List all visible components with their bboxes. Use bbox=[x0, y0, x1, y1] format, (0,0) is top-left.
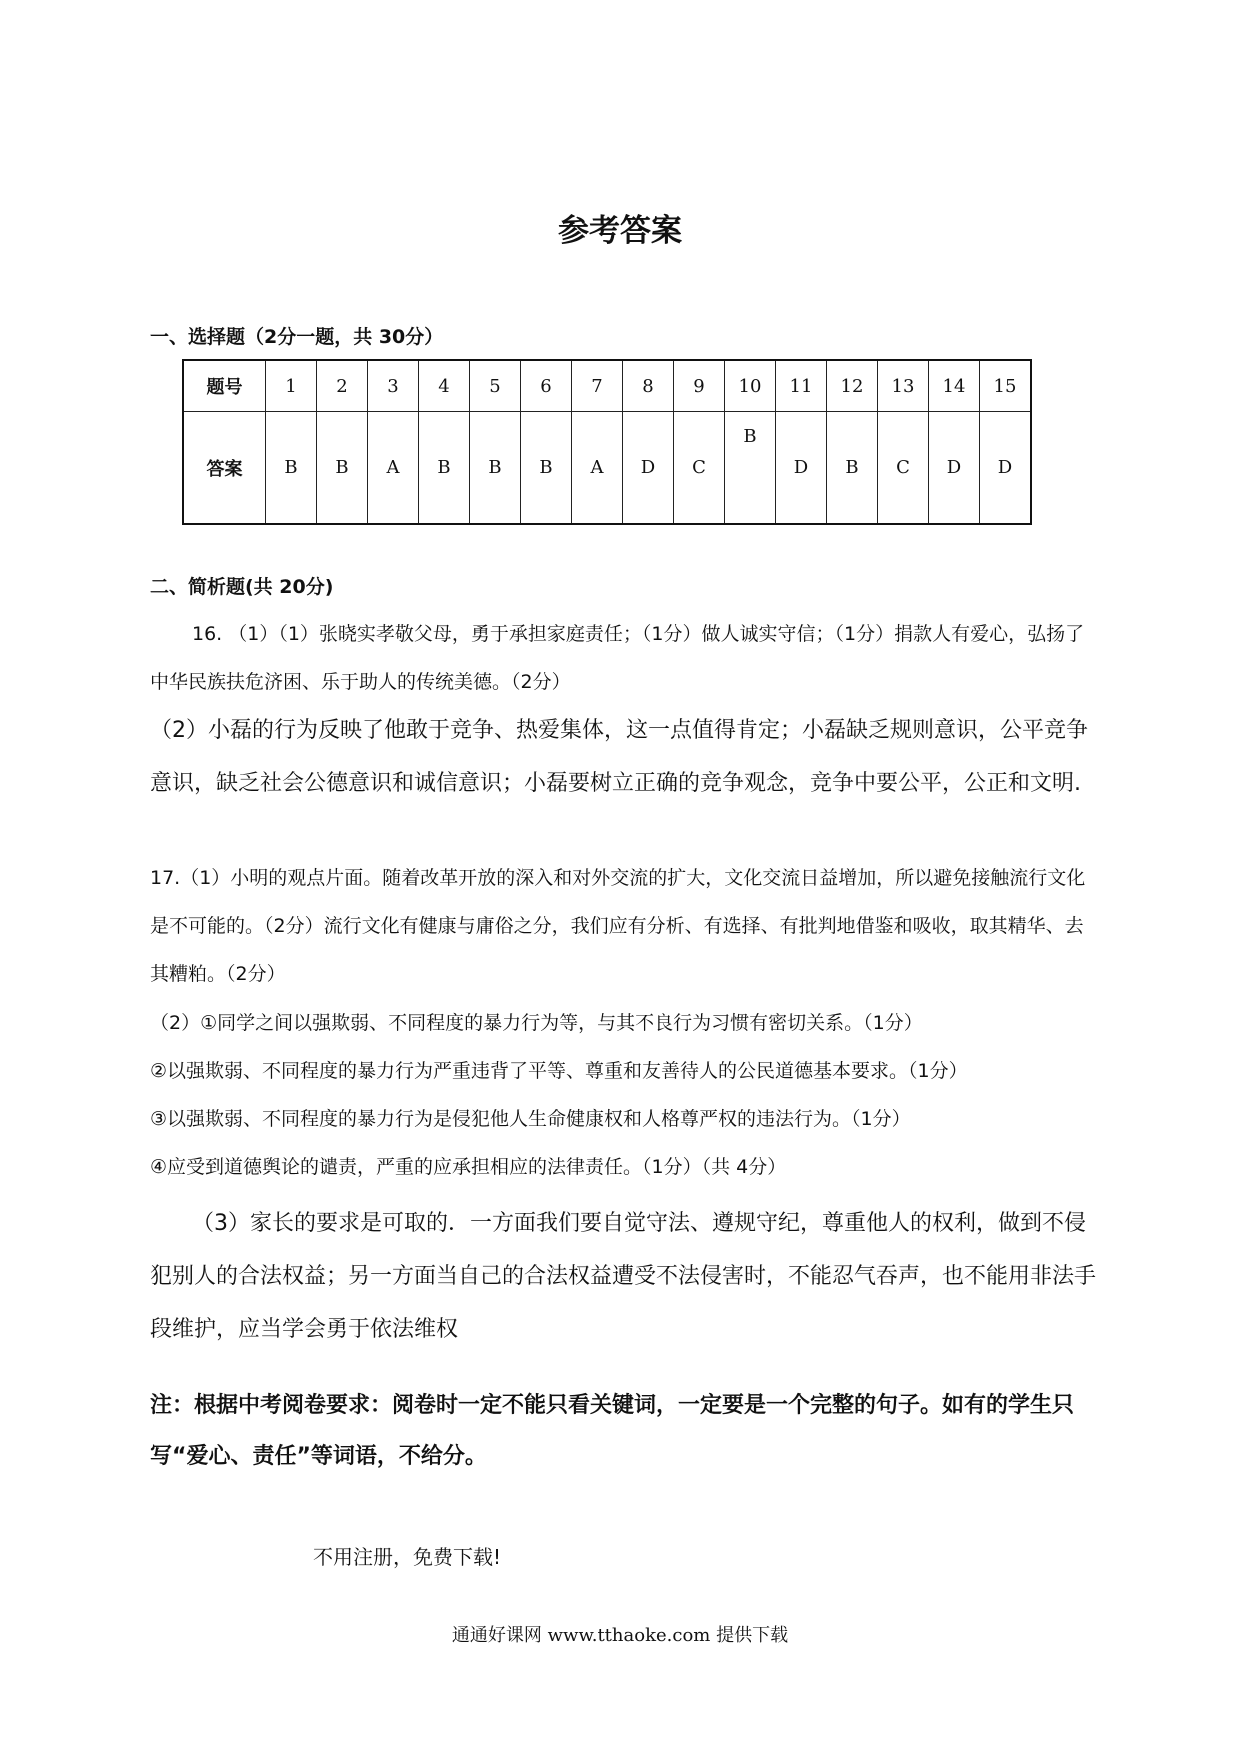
question-number: 10 bbox=[725, 360, 776, 412]
answer-17-2-point: ②以强欺弱、不同程度的暴力行为严重违背了平等、尊重和友善待人的公民道德基本要求。（1分） bbox=[150, 1060, 968, 1082]
question-number: 15 bbox=[980, 360, 1032, 412]
question-number: 2 bbox=[317, 360, 368, 412]
answer-17-2-point: ④应受到道德舆论的谴责，严重的应承担相应的法律责任。（1分）（共 4分） bbox=[150, 1156, 787, 1178]
answer-cell: D bbox=[623, 412, 674, 525]
answer-cell: B bbox=[725, 412, 776, 525]
question-number: 13 bbox=[878, 360, 929, 412]
answer-cell: B bbox=[470, 412, 521, 525]
question-number: 3 bbox=[368, 360, 419, 412]
answer-cell: B bbox=[266, 412, 317, 525]
answer-table bbox=[182, 359, 1032, 525]
answer-cell: D bbox=[776, 412, 827, 525]
question-number: 4 bbox=[419, 360, 470, 412]
question-number: 8 bbox=[623, 360, 674, 412]
section-2-heading: 二、简析题(共 20分) bbox=[150, 576, 334, 598]
answer-cell: D bbox=[980, 412, 1032, 525]
answer-header: 答案 bbox=[183, 412, 266, 525]
footer-source: 通通好课网 www.tthaoke.com 提供下载 bbox=[451, 1625, 789, 1646]
answer-cell: B bbox=[521, 412, 572, 525]
page-title: 参考答案 bbox=[558, 213, 682, 249]
question-number: 12 bbox=[827, 360, 878, 412]
question-number: 9 bbox=[674, 360, 725, 412]
answer-row bbox=[183, 412, 1031, 525]
section-1-heading: 一、选择题（2分一题，共 30分） bbox=[150, 326, 444, 348]
answer-17-part-2 bbox=[150, 999, 1100, 1191]
free-download-text: 不用注册，免费下载! bbox=[313, 1545, 502, 1569]
answer-cell: C bbox=[878, 412, 929, 525]
question-number: 14 bbox=[929, 360, 980, 412]
question-number: 11 bbox=[776, 360, 827, 412]
answer-cell: B bbox=[827, 412, 878, 525]
grading-note: 注：根据中考阅卷要求：阅卷时一定不能只看关键词，一定要是一个完整的句子。如有的学生只写“爱心、责任”等词语，不给分。 bbox=[150, 1393, 1075, 1469]
answer-17-2-point: ③以强欺弱、不同程度的暴力行为是侵犯他人生命健康权和人格尊严权的违法行为。（1分） bbox=[150, 1108, 911, 1130]
answer-16-part-1: 16. （1）（1）张晓实孝敬父母，勇于承担家庭责任；（1分）做人诚实守信；（1分）捐款人有爱心，弘扬了中华民族扶危济困、乐于助人的传统美德。（2分） bbox=[150, 623, 1085, 693]
question-number: 1 bbox=[266, 360, 317, 412]
answer-17-part-3: （3）家长的要求是可取的．一方面我们要自觉守法、遵规守纪，尊重他人的权利，做到不侵犯别人的合法权益；另一方面当自己的合法权益遭受不法侵害时，不能忍气吞声，也不能用非法手段维护，应当学会勇于依法维权 bbox=[150, 1211, 1097, 1342]
answer-cell: C bbox=[674, 412, 725, 525]
question-number: 7 bbox=[572, 360, 623, 412]
question-number: 5 bbox=[470, 360, 521, 412]
answer-17-part-1: 17.（1）小明的观点片面。随着改革开放的深入和对外交流的扩大，文化交流日益增加，所以避免接触流行文化是不可能的。（2分）流行文化有健康与庸俗之分，我们应有分析、有选择、有批判地借鉴和吸收，取其精华、去其糟粕。（2分） bbox=[150, 867, 1086, 985]
answer-cell: A bbox=[572, 412, 623, 525]
answer-cell: D bbox=[929, 412, 980, 525]
question-number: 6 bbox=[521, 360, 572, 412]
answer-16-part-2: （2）小磊的行为反映了他敢于竞争、热爱集体，这一点值得肯定；小磊缺乏规则意识，公平竞争意识，缺乏社会公德意识和诚信意识；小磊要树立正确的竞争观念，竞争中要公平，公正和文明. bbox=[150, 718, 1089, 796]
answer-cell: B bbox=[317, 412, 368, 525]
answer-17-2-point: （2）①同学之间以强欺弱、不同程度的暴力行为等，与其不良行为习惯有密切关系。（1分） bbox=[150, 1012, 923, 1034]
answer-cell: B bbox=[419, 412, 470, 525]
question-number-header: 题号 bbox=[183, 360, 266, 412]
answer-cell: A bbox=[368, 412, 419, 525]
question-number-row bbox=[183, 360, 1031, 412]
